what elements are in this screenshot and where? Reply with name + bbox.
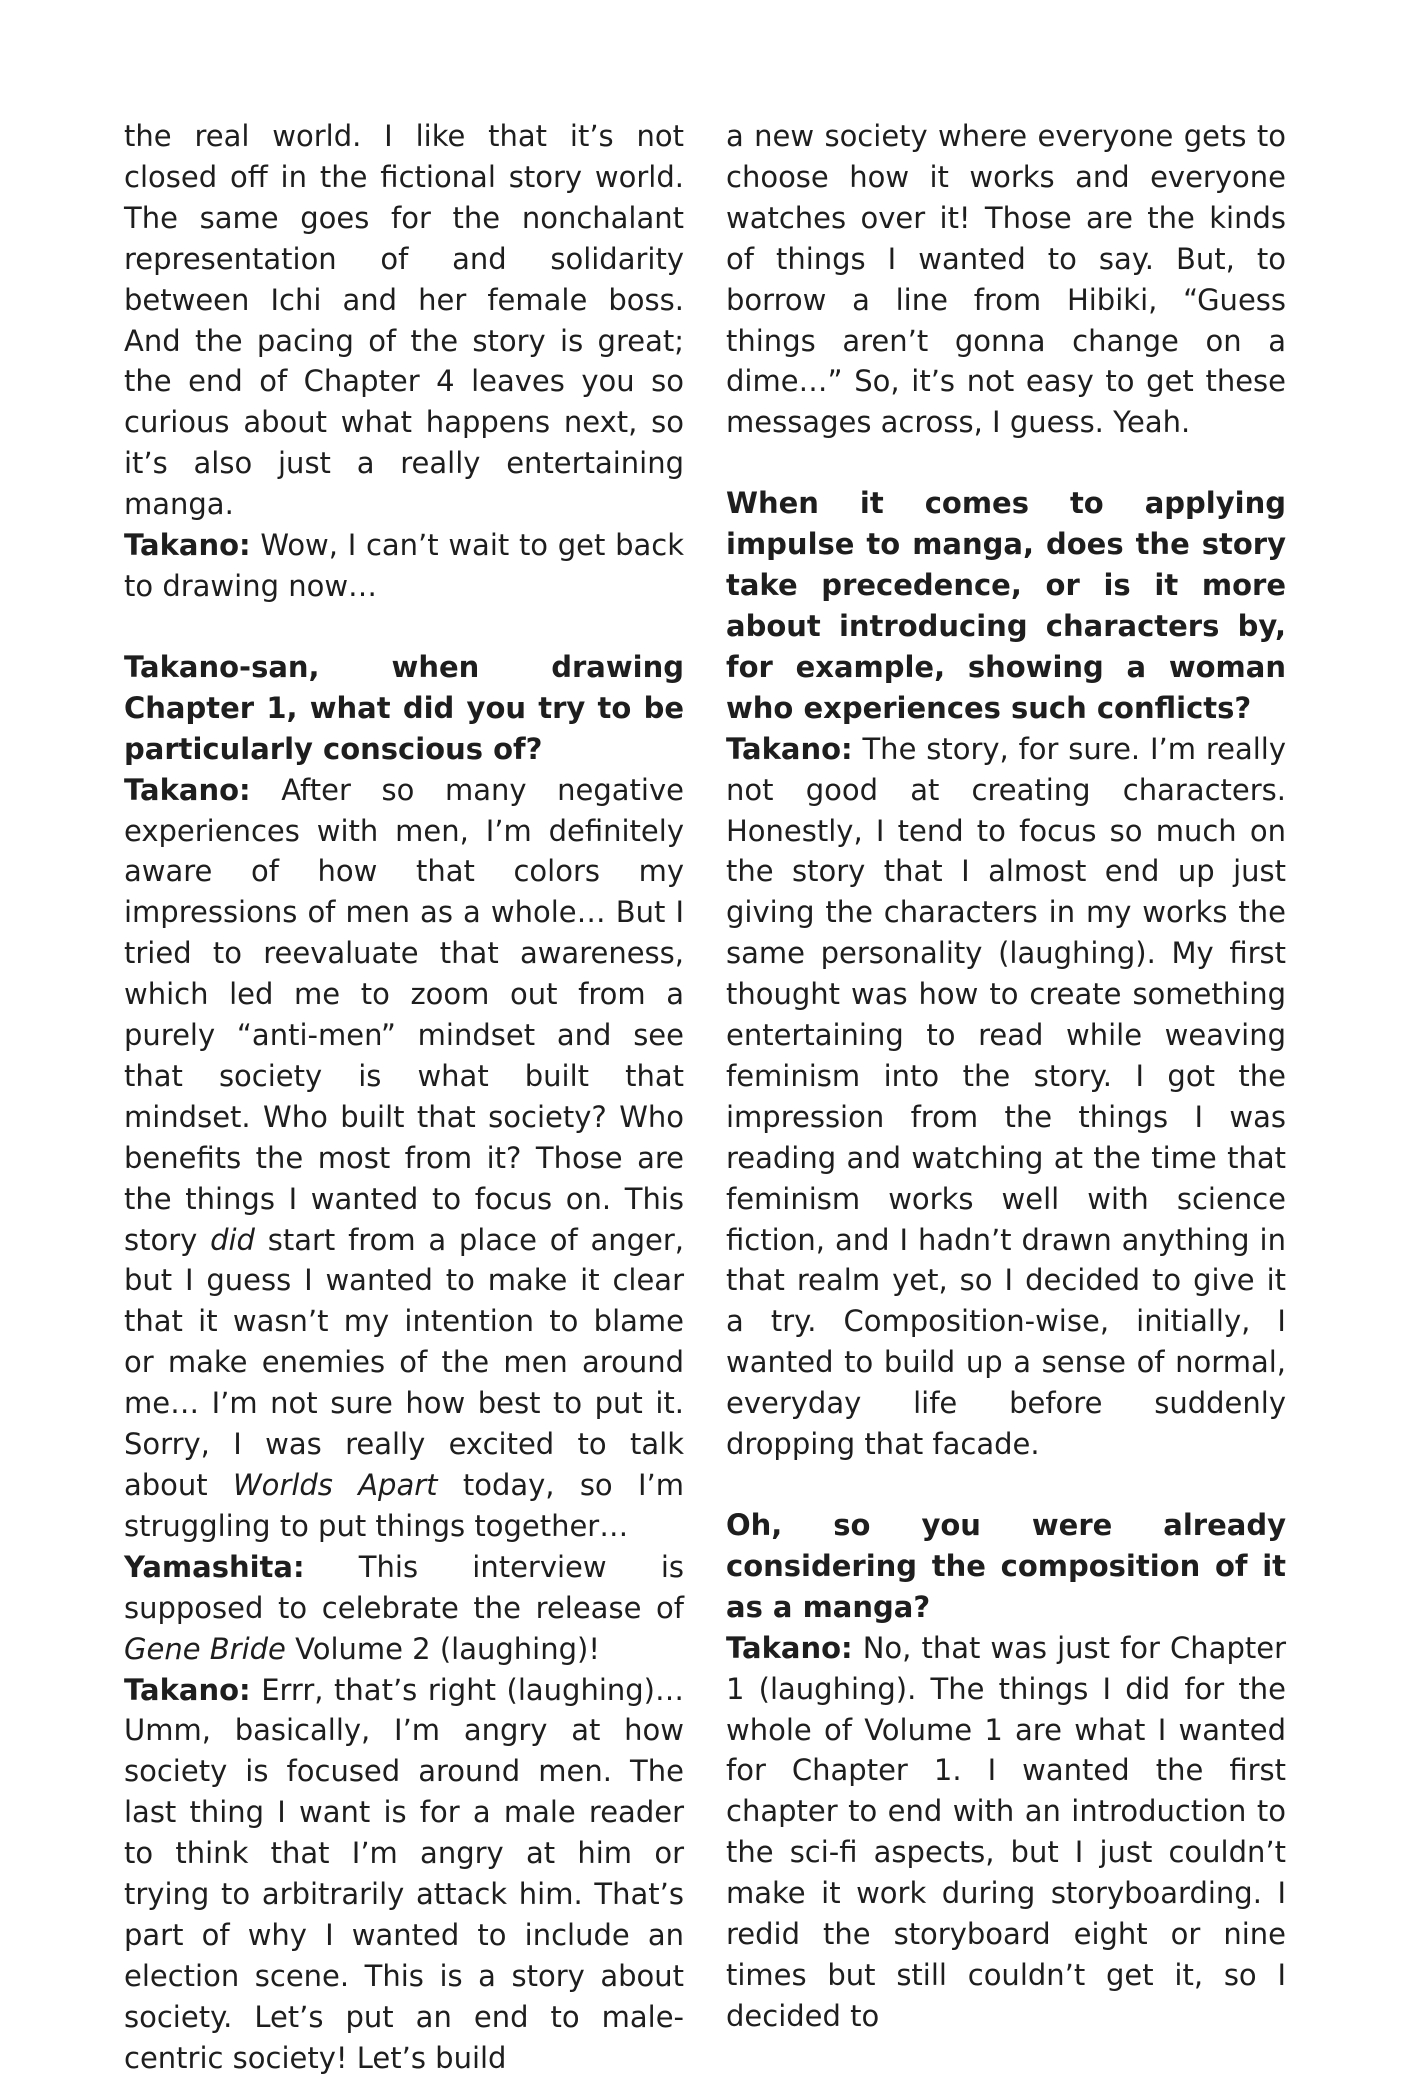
right-column <box>726 116 1286 2037</box>
paragraph: a new society where everyone gets to choose how it works and everyone watches over it! Those are the kinds of things I wanted to say. But, to borrow a line from Hibiki, “Guess things aren’t gonna change on a dime…” So, it’s not easy to get these messages across, I guess. Yeah. <box>726 119 1286 440</box>
paragraph <box>124 1547 684 1670</box>
body-text: This interview is supposed to celebrate the release of <box>124 1549 684 1625</box>
left-column <box>124 116 684 2079</box>
emphasis-text: did <box>210 1222 255 1257</box>
title-text: Gene Bride <box>124 1631 286 1666</box>
speaker-label: Takano: <box>726 731 853 766</box>
body-text: The story, for sure. I’m really not good at creating characters. Honestly, I tend to focus so much on the story that I almost end up just giving the characters in my works the same personality (laughing). My first thought was how to create something entertaining to read while weaving feminism into the story. I got the impression from the things I was reading and watching at the time that feminism works well with science fiction, and I hadn’t drawn anything in that realm yet, so I decided to give it a try. Composition-wise, initially, I wanted to build up a sense of normal, everyday life before suddenly dropping that facade. <box>726 731 1286 1462</box>
body-text: Wow, I can’t wait to get back to drawing now… <box>124 528 684 603</box>
speaker-label: Takano: <box>124 528 251 563</box>
speaker-label: Yamashita: <box>124 1549 305 1584</box>
body-text: After so many negative experiences with men, I’m definitely aware of how that colors my impressions of men as a whole… But I tried to reevaluate that awareness, which led me to zoom out from a purely “anti-men” mindset and see that society is what built that mindset. Who built that society? Who benefits the most from it? Those are the things I wanted to focus on. This story <box>124 772 684 1257</box>
interview-question: When it comes to applying impulse to manga, does the story take precedence, or is it more about introducing characters by, for example, showing a woman who experiences such conflicts? <box>726 486 1286 725</box>
body-text: start from a place of anger, but I guess I wanted to make it clear that it wasn’t my intention to blame or make enemies of the men around me… I’m not sure how best to put it. Sorry, I was really excited to talk about <box>124 1222 684 1502</box>
paragraph <box>124 116 684 607</box>
body-text: the real world. I like that it’s not closed off in the fictional story world. The same goes for the nonchalant representation of and solidarity between Ichi and her female boss. And the pacing of the story is great; the end of Chapter 4 leaves you so curious about what happens next, so it’s also just a really entertaining manga. <box>124 119 684 522</box>
body-text: Errr, that’s right (laughing)… Umm, basically, I’m angry at how society is focused around men. The last thing I want is for a male reader to think that I’m angry at him or trying to arbitrarily attack him. That’s part of why I wanted to include an election scene. This is a story about society. Let’s put an end to male-centric society! Let’s build <box>124 1672 684 2075</box>
title-text: Worlds Apart <box>232 1468 438 1502</box>
speaker-label: Takano: <box>726 1630 853 1665</box>
paragraph <box>124 770 684 1547</box>
interview-question: Oh, so you were already considering the composition of it as a manga? <box>726 1508 1286 1624</box>
body-text: Volume 2 (laughing)! <box>285 1631 600 1666</box>
speaker-label: Takano: <box>124 1672 251 1707</box>
body-text: today, so I’m struggling to put things together… <box>124 1468 685 1543</box>
interview-question: Takano-san, when drawing Chapter 1, what did you try to be particularly conscious of? <box>124 649 684 766</box>
speaker-label: Takano: <box>124 772 251 807</box>
paragraph <box>726 729 1286 1465</box>
paragraph <box>726 1628 1286 2037</box>
body-text: No, that was just for Chapter 1 (laughing). The things I did for the whole of Volume 1 are what I wanted for Chapter 1. I wanted the first chapter to end with an introduction to the sci-fi aspects, but I just couldn’t make it work during storyboarding. I redid the storyboard eight or nine times but still couldn’t get it, so I decided to <box>726 1630 1286 2033</box>
paragraph <box>124 1670 684 2079</box>
